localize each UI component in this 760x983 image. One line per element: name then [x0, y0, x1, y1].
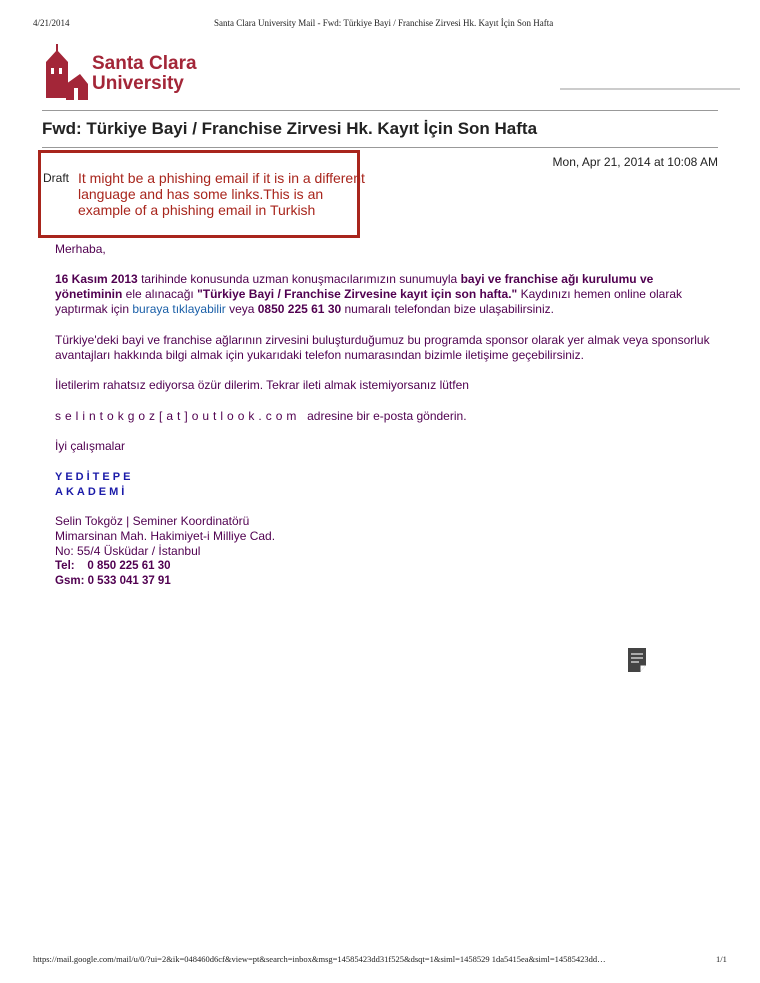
text: veya: [225, 302, 258, 316]
footer-page: 1/1: [716, 954, 727, 964]
text-bold: "Türkiye Bayi / Franchise Zirvesine kayıt için son hafta.": [197, 287, 518, 301]
text: Kaydınızı hemen online olarak yaptırmak için: [55, 287, 682, 316]
divider: [42, 110, 718, 111]
signature-gsm: Gsm: 0 533 041 37 91: [55, 575, 171, 587]
paragraph-1: [55, 272, 715, 317]
text: numaralı telefondan bize ulaşabilirsiniz.: [341, 302, 554, 316]
paragraph-4: [55, 409, 715, 424]
draft-label: Draft: [43, 171, 70, 185]
document-icon[interactable]: [626, 647, 648, 673]
annotation-text: It might be a phishing email if it is in a different language and has some links.This is an example of a phishing email in Turkish: [78, 170, 365, 218]
signature-address1: Mimarsinan Mah. Hakimiyet-i Milliye Cad.: [55, 529, 276, 543]
greeting: Merhaba,: [55, 242, 106, 256]
closing: İyi çalışmalar: [55, 439, 126, 453]
signature-name: Selin Tokgöz | Seminer Koordinatörü: [55, 514, 250, 528]
footer-url: https://mail.google.com/mail/u/0/?ui=2&ik=048460d6cf&view=pt&search=inbox&msg=14585423dd31f525&dsqt=1&siml=1458529 1da5415ea&siml=14585423dd…: [33, 954, 606, 964]
phone-bold: 0850 225 61 30: [257, 302, 342, 316]
print-page-title: Santa Clara University Mail - Fwd: Türkiye Bayi / Franchise Zirvesi Hk. Kayıt İçin Son Hafta: [214, 18, 554, 28]
signature: [55, 514, 715, 589]
logo-text: [92, 54, 197, 94]
email-subject: Fwd: Türkiye Bayi / Franchise Zirvesi Hk. Kayıt İçin Son Hafta: [42, 119, 538, 138]
register-link[interactable]: buraya tıklayabilir: [132, 302, 226, 316]
logo-line1: Santa Clara: [92, 53, 197, 74]
brand-line1: YEDİTEPE: [55, 471, 134, 483]
text: adresine bir e-posta gönderin.: [307, 409, 467, 423]
paragraph-2: Türkiye'deki bayi ve franchise ağlarının zirvesini buluşturduğumuz bu programda sponsor olarak yer almak veya sponsorluk avantajları hakkında bilgi almak için yukarıdaki telefon numarasından bizimle iletişime geçebilirsiniz.: [55, 333, 710, 362]
text-bold: bayi ve franchise ağı kurulumu ve yönetiminin: [55, 272, 654, 301]
signature-tel: Tel: 0 850 225 61 30: [55, 560, 171, 572]
event-date: 16 Kasım 2013: [55, 272, 138, 286]
header-shadow: [560, 62, 740, 90]
paragraph-3: İletilerim rahatsız ediyorsa özür dilerim. Tekrar ileti almak istemiyorsanız lütfen: [55, 378, 469, 392]
text: tarihinde konusunda uzman konuşmacılarımızın sunumuyla: [137, 272, 461, 286]
divider: [42, 147, 718, 148]
text: ele alınacağı: [122, 287, 198, 301]
print-date: 4/21/2014: [33, 18, 70, 28]
brand-line2: AKADEMİ: [55, 486, 128, 498]
email-date: Mon, Apr 21, 2014 at 10:08 AM: [552, 155, 718, 169]
logo-line2: University: [92, 73, 184, 94]
signature-address2: No: 55/4 Üsküdar / İstanbul: [55, 544, 201, 558]
obfuscated-email: selintokgoz[at]outlook.com: [55, 409, 301, 423]
